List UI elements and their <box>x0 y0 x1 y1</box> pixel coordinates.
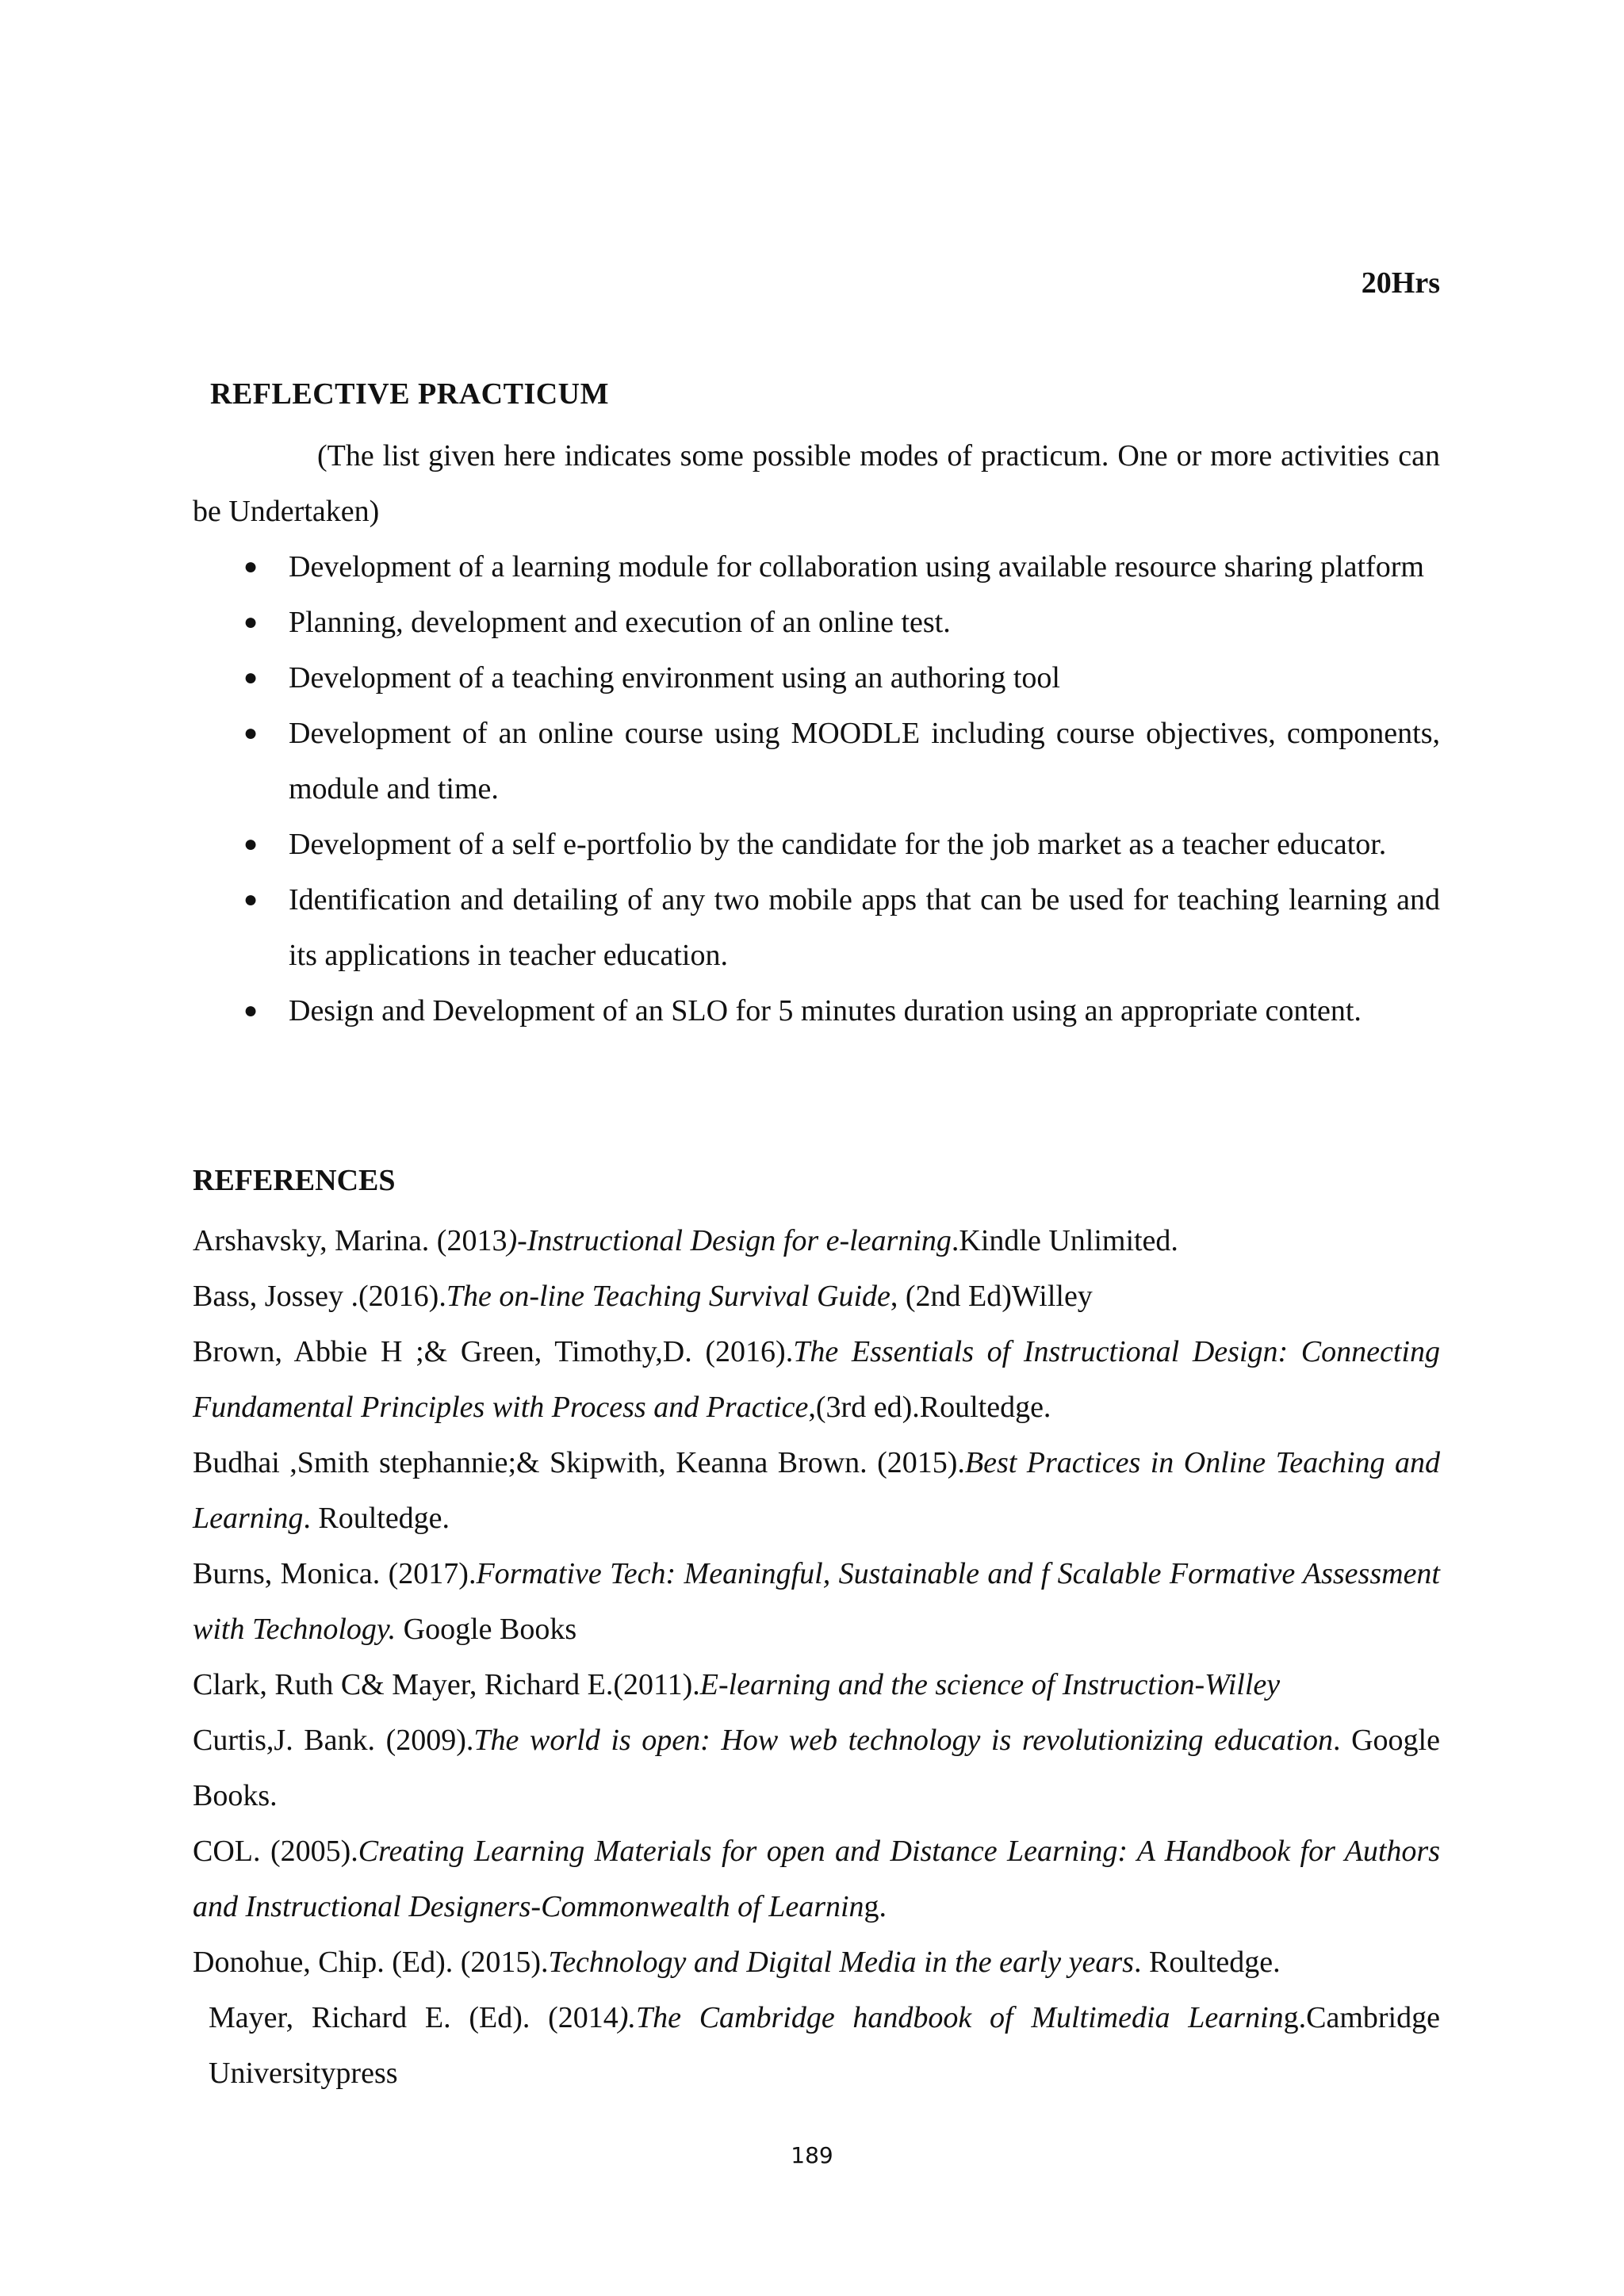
reference-publisher: . Google Books. <box>193 1724 1440 1812</box>
reference-title: )-Instructional Design for e-learning <box>507 1224 952 1257</box>
reference-title: The world is open: How web technology is revolutionizing education <box>473 1724 1334 1757</box>
hours-label: 20Hrs <box>1361 266 1440 300</box>
reference-entry <box>193 1934 1440 1990</box>
reference-authors: Clark, Ruth C& Mayer, Richard E.(2011). <box>193 1668 700 1701</box>
reference-publisher: . Roultedge. <box>1133 1946 1281 1979</box>
reference-entry <box>193 1823 1440 1934</box>
list-item <box>193 650 1440 706</box>
list-item-text: Planning, development and execution of an online test. <box>289 606 951 639</box>
reference-authors: COL. (2005). <box>193 1835 358 1868</box>
list-item <box>193 539 1440 595</box>
bullet-dot-icon: ● <box>243 664 259 691</box>
reference-authors: Mayer, Richard E. (Ed). (2014 <box>209 2001 619 2034</box>
reference-title: The Essentials of Instructional Design: Connecting Fundamental Principles with Process and Practice <box>193 1335 1440 1424</box>
reference-authors: Burns, Monica. (2017). <box>193 1557 477 1590</box>
reference-publisher: , (2nd Ed)Willey <box>890 1280 1093 1313</box>
reference-title: Creating Learning Materials for open and Distance Learning: A Handbook for Authors and Instructional Designers-Commonwealth of Learnin <box>193 1835 1440 1923</box>
section-intro: (The list given here indicates some possible modes of practicum. One or more activities can be Undertaken) <box>193 439 1440 528</box>
reference-publisher: . Roultedge. <box>303 1502 450 1535</box>
reference-title: Best Practices in Online Teaching and Learning <box>193 1446 1441 1535</box>
practicum-activity-list <box>193 539 1440 1039</box>
bullet-dot-icon: ● <box>243 831 259 857</box>
reference-publisher: g. <box>864 1890 887 1923</box>
reference-entry <box>193 1657 1440 1712</box>
references-heading: REFERENCES <box>193 1164 396 1197</box>
list-item-text: Development of a teaching environment using an authoring tool <box>289 661 1060 695</box>
reference-entry <box>193 1712 1440 1823</box>
reference-title: The on-line Teaching Survival Guide <box>446 1280 891 1313</box>
bullet-dot-icon: ● <box>243 997 259 1024</box>
references-list <box>193 1213 1440 2101</box>
list-item <box>193 706 1440 817</box>
reference-title: E-learning and the science of Instruction-Willey <box>699 1668 1281 1701</box>
reference-publisher: .Kindle Unlimited. <box>951 1224 1178 1257</box>
reference-entry <box>193 1435 1440 1546</box>
reference-authors: Brown, Abbie H ;& Green, Timothy,D. (2016). <box>193 1335 794 1368</box>
reference-authors: Curtis,J. Bank. (2009). <box>193 1724 474 1757</box>
reference-entry <box>193 1213 1440 1269</box>
reference-entry <box>193 1546 1440 1657</box>
section-title: REFLECTIVE PRACTICUM <box>210 377 609 411</box>
reference-title: ).The Cambridge handbook of Multimedia Learnin <box>618 2001 1284 2034</box>
reference-entry <box>193 1324 1440 1435</box>
reference-authors: Arshavsky, Marina. (2013 <box>193 1224 508 1257</box>
list-item-text: Development of a self e-portfolio by the candidate for the job market as a teacher educator. <box>289 828 1387 861</box>
list-item-text: Identification and detailing of any two mobile apps that can be used for teaching learning and its applications in teacher education. <box>289 883 1440 972</box>
bullet-dot-icon: ● <box>243 553 259 580</box>
reference-title: Technology and Digital Media in the early years <box>548 1946 1134 1979</box>
reference-publisher: ,(3rd ed).Roultedge. <box>808 1391 1051 1424</box>
reference-authors: Donohue, Chip. (Ed). (2015). <box>193 1946 549 1979</box>
bullet-dot-icon: ● <box>243 720 259 746</box>
reference-entry <box>193 1269 1440 1324</box>
list-item <box>193 872 1440 983</box>
list-item <box>193 817 1440 872</box>
page-number: 189 <box>791 2142 833 2168</box>
reference-authors: Bass, Jossey .(2016). <box>193 1280 446 1313</box>
list-item-text: Design and Development of an SLO for 5 minutes duration using an appropriate content. <box>289 994 1362 1027</box>
reference-authors: Budhai ,Smith stephannie;& Skipwith, Keanna Brown. (2015). <box>193 1446 965 1479</box>
reference-title: Formative Tech: Meaningful, Sustainable and f Scalable Formative Assessment with Technology. <box>193 1557 1440 1646</box>
bullet-dot-icon: ● <box>243 886 259 913</box>
list-item <box>193 595 1440 650</box>
list-item-text: Development of an online course using MOODLE including course objectives, components, module and time. <box>289 717 1440 806</box>
reference-entry <box>193 1990 1440 2101</box>
list-item <box>193 983 1440 1039</box>
reference-publisher: Google Books <box>396 1613 577 1646</box>
bullet-dot-icon: ● <box>243 609 259 635</box>
reference-publisher: g.Cambridge Universitypress <box>209 2001 1440 2090</box>
list-item-text: Development of a learning module for collaboration using available resource sharing platform <box>289 550 1424 584</box>
